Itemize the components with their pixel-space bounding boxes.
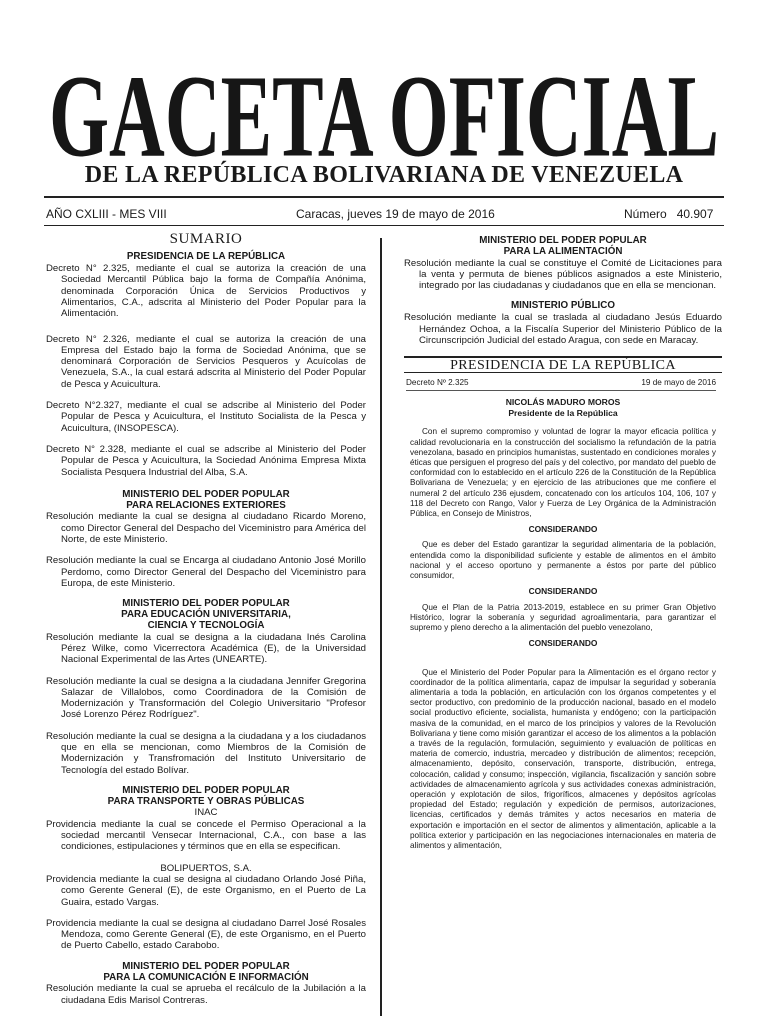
section-heading: MINISTERIO DEL PODER POPULAR: [122, 488, 290, 500]
decree-signer: NICOLÁS MADURO MOROS: [505, 396, 621, 407]
subsection-heading: BOLIPUERTOS, S.A.: [160, 862, 252, 874]
section-heading: MINISTERIO DEL PODER POPULAR: [122, 960, 290, 972]
sumario-item: Resolución mediante la cual se designa a la ciudadana Jennifer Gregorina Salazar de Villalobos, como Coordinadora de la Comisión de Modernización y Transformación del Colegio Universitario "Profesor José Lorenzo Pérez Rodríguez".: [46, 675, 366, 721]
considerando-heading: CONSIDERANDO: [528, 524, 598, 535]
section-heading: PARA LA ALIMENTACIÓN: [503, 245, 623, 257]
sumario-item: Resolución mediante la cual se designa a la ciudadana y a los ciudadanos que en ella se mencionan, como Miembros de la Comisión de Modernización y Transfromación del Instituto Universitario de Tecnología del estado Bolívar.: [46, 730, 366, 776]
sumario-item: Providencia mediante la cual se designa al ciudadano Darrel José Rosales Mendoza, como Gerente General (E), de este Organismo, en el Puerto de Puerto Cabello, estado Carabobo.: [46, 917, 366, 952]
sumario-left-column: [46, 231, 366, 1016]
decree-date: 19 de mayo de 2016: [641, 378, 716, 388]
sumario-item: Providencia mediante la cual se designa al ciudadano Orlando José Piña, como Gerente General (E), de este Organismo, en el Puerto de La Guaira, estado Vargas.: [46, 873, 366, 908]
section-heading: CIENCIA Y TECNOLOGÍA: [147, 619, 265, 631]
sumario-item: Decreto N° 2.328, mediante el cual se adscribe al Ministerio del Poder Popular de Pesca y Acuicultura, la Sociedad Anónima Empresa Mixta Socialista Pesquera Industrial del Alba, S.A.: [46, 443, 366, 478]
section-heading: PARA EDUCACIÓN UNIVERSITARIA,: [121, 609, 291, 621]
decree-number-line: [406, 377, 716, 390]
section-heading: PARA TRANSPORTE Y OBRAS PÚBLICAS: [107, 795, 305, 807]
decree-paragraph: Con el supremo compromiso y voluntad de lograr la mayor eficacia política y calidad revolucionaria en la construcción del socialismo la refundación de la patria venezolana, basado en principios humanistas, sustentado en condiciones morales y éticas que persiguen el progreso del país y del colectivo, por mandato del pueblo de conformidad con lo establecido en el artículo 226 de la Constitución de la República Bolivariana de Venezuela; y en ejercicio de las atribuciones que me confiere el numeral 2 del artículo 236 ejusdem, concatenado con los artículos 104, 106, 107 y 118 del Decreto con Rango, Valor y Fuerza de Ley Orgánica de la Administración Pública, en Consejo de Ministros,: [410, 427, 716, 518]
sumario-item: Resolución mediante la cual se aprueba el recálculo de la Jubilación a la ciudadana Edis Marisol Contreras.: [46, 983, 366, 1006]
section-heading: MINISTERIO DEL PODER POPULAR: [479, 235, 647, 246]
sumario-item: Decreto N° 2.325, mediante el cual se autoriza la creación de una Sociedad Mercantil Pública bajo la forma de Compañía Anónima, denominada Corporación Única de Servicios Productivos y Alimentarios, C.A., adscrita al Ministerio del Poder Popular para la Alimentación.: [46, 263, 366, 320]
decree-number: Decreto Nº 2.325: [406, 378, 469, 388]
considerando-heading: CONSIDERANDO: [528, 586, 598, 597]
masthead-subtitle: DE LA REPÚBLICA BOLIVARIANA DE VENEZUELA: [84, 162, 684, 188]
sumario-item: Decreto N° 2.326, mediante el cual se autoriza la creación de una Empresa del Estado bajo la forma de Sociedad Anónima, que se denominará Corporación de Servicios Pesqueros y Acuícolas de Venezuela, S.A., la cual estará adscrita al Ministerio del Poder Popular de Pesca y Acuicultura.: [46, 333, 366, 390]
sumario-item: Resolución mediante la cual se traslada al ciudadano Jesús Eduardo Hernández Ochoa, a la Fiscalía Superior del Ministerio Público de la Circunscripción Judicial del estado Aragua, con sede en Maracay.: [404, 312, 722, 346]
section-heading: MINISTERIO DEL PODER POPULAR: [122, 598, 290, 610]
decree-paragraph: Que es deber del Estado garantizar la seguridad alimentaria de la población, entendida como la disponibilidad suficiente y estable de alimentos en el ámbito nacional y el acceso oportuno y permanente a éstos por parte del público consumidor,: [410, 540, 716, 581]
sumario-right-column: [404, 236, 722, 851]
sumario-item: Resolución mediante la cual se designa al ciudadano Ricardo Moreno, como Director General del Despacho del Viceministro para América del Norte, de este Ministerio.: [46, 511, 366, 546]
section-heading: PARA LA COMUNICACIÓN E INFORMACIÓN: [103, 971, 309, 983]
sumario-item: Resolución mediante la cual se constituye el Comité de Licitaciones para la venta y permuta de bienes públicos asignados a este Ministerio, integrado por las ciudadanas y ciudadanos que en ella se mencionan.: [404, 257, 722, 292]
header-rule-bottom: [44, 225, 724, 226]
issue-number: 40.907: [676, 207, 714, 221]
sumario-item: Resolución mediante la cual se designa a la ciudadana Inés Carolina Pérez Wilke, como Vicerrectora Académica (E), de la Universidad Nacional Experimental de las Artes (UNEARTE).: [46, 631, 366, 666]
section-heading: MINISTERIO PÚBLICO: [511, 300, 615, 312]
decree-signer-title: Presidente de la República: [508, 408, 618, 419]
subsection-heading: INAC: [194, 807, 218, 819]
sumario-heading: SUMARIO: [169, 231, 243, 247]
gazette-masthead: [0, 38, 768, 158]
considerando-heading: CONSIDERANDO: [528, 638, 598, 649]
decree-paragraph: Que el Ministerio del Poder Popular para la Alimentación es el órgano rector y coordinador de la política alimentaria, capaz de impulsar la seguridad y soberanía alimentaria a toda la población, en articulación con los órganos competentes y el sector productivo, con predominio de la producción nacional, basado en el modelo social productivo eficiente, socialista, humanista y endógeno; con la participación masiva de la comunidad, en el marco de los principios y valores de la Revolución Bolivariana y tiene como misión garantizar el acceso de los alimentos a la población a través de la regulación, formulación, seguimiento y evaluación de políticas en materia de comercio, industria, mercadeo y distribución de alimentos; recepción, almacenamiento, depósito, conservación, transporte, distribución, entrega, colocación, calidad y consumo; inspección, vigilancia, fiscalización y sanción sobre actividades de almacenamiento agrícola y sus actividades conexas administración, operación y explotación de silos, frigoríficos, almacenes y depósitos agrícolas propiedad del Estado; regulación y expedición de permisos, autorizaciones, licencias, certificados y demás trámites y actos necesarios en materia de exportación e importación en el sector de alimentos y alimentación, aplicable a la política exterior y participación en las negociaciones internacionales en materia de alimentos y alimentación,: [410, 667, 716, 850]
decree-paragraph: Que el Plan de la Patria 2013-2019, establece en su primer Gran Objetivo Histórico, lograr la soberanía y seguridad agroalimentaria, para garantizar el supremo y pleno derecho a la alimentación del pueblo venezolano,: [410, 602, 716, 632]
place-date: Caracas, jueves 19 de mayo de 2016: [296, 207, 495, 221]
section-heading: PRESIDENCIA DE LA REPÚBLICA: [126, 251, 286, 263]
sumario-item: Decreto N°2.327, mediante el cual se adscribe al Ministerio del Poder Popular de Pesca y Acuicultura, el Instituto Socialista de la Pesca y Acuicultura, (INSOPESCA).: [46, 400, 366, 434]
number-label: Número: [624, 207, 667, 221]
masthead-title: GACETA OFICIAL: [48, 51, 719, 158]
decree-section-heading: PRESIDENCIA DE LA REPÚBLICA: [404, 356, 722, 373]
year-month: AÑO CXLIII - MES VIII: [46, 207, 167, 221]
sumario-item: Providencia mediante la cual se concede el Permiso Operacional a la sociedad mercantil Vensecar Internacional, C.A., con base a las condiciones, estipulaciones y términos que en ella se especifican.: [46, 818, 366, 853]
section-heading: MINISTERIO DEL PODER POPULAR: [122, 784, 290, 796]
column-divider: [380, 238, 382, 1016]
header-rule-top: [44, 196, 724, 198]
sumario-item: Resolución mediante la cual se Encarga al ciudadano Antonio José Morillo Perdomo, como Director General del Despacho del Viceministro para Europa, de este Ministerio.: [46, 555, 366, 589]
section-heading: PARA RELACIONES EXTERIORES: [126, 499, 286, 511]
issue-number-label: [624, 207, 713, 221]
